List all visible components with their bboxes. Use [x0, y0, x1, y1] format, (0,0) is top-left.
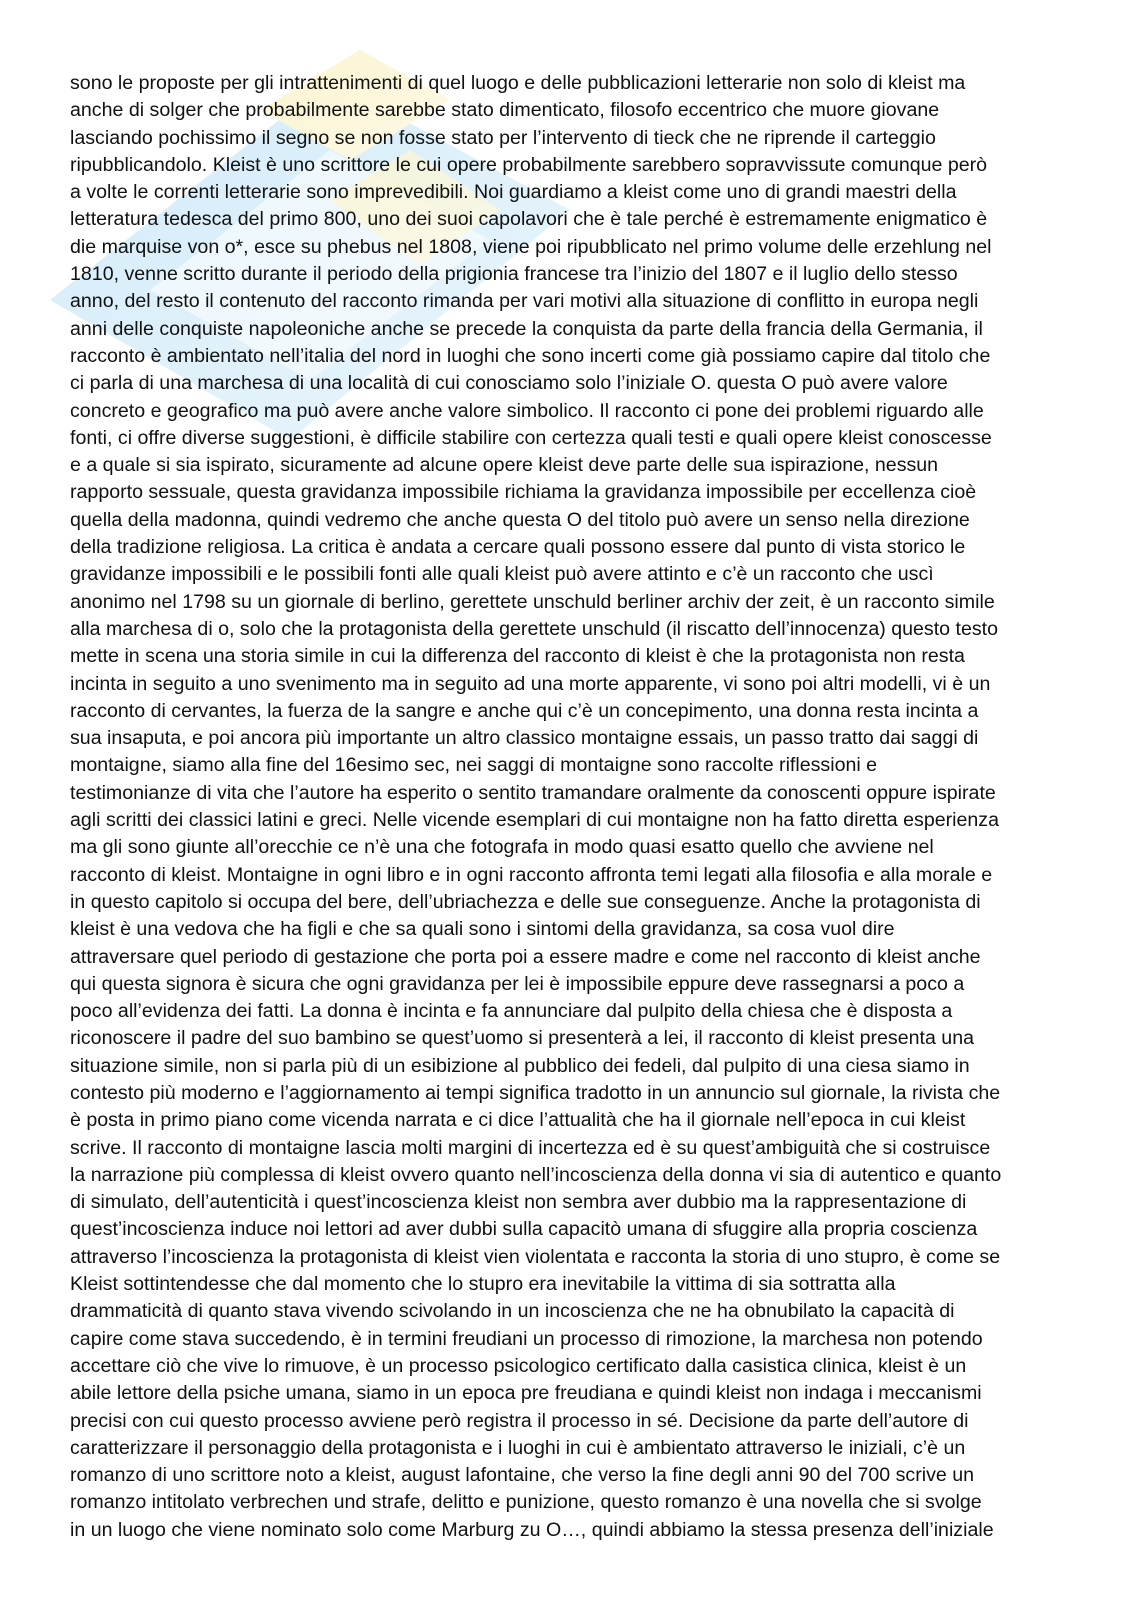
- text-line: di simulato, dell’autenticità i quest’incoscienza kleist non sembra aver dubbio ma la rappresentazione di: [70, 1191, 967, 1214]
- text-line: a volte le correnti letterarie sono imprevedibili. Noi guardiamo a kleist come uno di grandi maestri della: [70, 181, 957, 204]
- text-line: scrive. Il racconto di montaigne lascia molti margini di incertezza ed è su quest’ambiguità che si costruisce: [70, 1136, 991, 1159]
- text-line: racconto di kleist. Montaigne in ogni libro e in ogni racconto affronta temi legati alla filosofia e alla morale e: [70, 863, 993, 886]
- text-line: fonti, ci offre diverse suggestioni, è difficile stabilire con certezza quali testi e quali opere kleist conoscesse: [70, 426, 992, 449]
- text-line: in questo capitolo si occupa del bere, dell’ubriachezza e delle sue conseguenze. Anche la protagonista di: [70, 890, 981, 913]
- text-line: precisi con cui questo processo avviene però registra il processo in sé. Decisione da parte dell’autore di: [70, 1409, 969, 1432]
- text-line: è posta in primo piano come vicenda narrata e ci dice l’attualità che ha il giornale nell’epoca in cui kleist: [70, 1109, 966, 1132]
- text-line: contesto più moderno e l’aggiornamento ai tempi significa tradotto in un annuncio sul giornale, la rivista che: [70, 1081, 1001, 1104]
- text-line: gravidanze impossibili e le possibili fonti alle quali kleist può avere attinto e c’è un racconto che uscì: [70, 563, 934, 586]
- text-line: drammaticità di quanto stava vivendo scivolando in un incoscienza che ne ha obnubilato la capacità di: [70, 1300, 955, 1323]
- text-line: mette in scena una storia simile in cui la differenza del racconto di kleist è che la protagonista non resta: [70, 645, 965, 668]
- text-line: situazione simile, non si parla più di un esibizione al pubblico dei fedeli, dal pulpito di una ciesa siamo in: [70, 1054, 970, 1077]
- text-line: Kleist sottintendesse che dal momento che lo stupro era inevitabile la vittima di sia sottratta alla: [70, 1273, 896, 1296]
- text-line: poco all’evidenza dei fatti. La donna è incinta e fa annunciare dal pulpito della chiesa che è disposta a: [70, 1000, 953, 1023]
- text-line: kleist è una vedova che ha figli e che sa quali sono i sintomi della gravidanza, sa cosa vuol dire: [70, 918, 895, 941]
- text-line: riconoscere il padre del suo bambino se quest’uomo si presenterà a lei, il racconto di kleist presenta una: [70, 1027, 974, 1050]
- text-line: la narrazione più complessa di kleist ovvero quanto nell’incoscienza della donna vi sia di autentico e quanto: [70, 1163, 1002, 1186]
- text-line: concreto e geografico ma può avere anche valore simbolico. Il racconto ci pone dei problemi riguardo alle: [70, 399, 984, 422]
- text-line: romanzo intitolato verbrechen und strafe, delitto e punizione, questo romanzo è una novella che si svolge: [70, 1491, 982, 1514]
- text-line: sua insaputa, e poi ancora più importante un altro classico montaigne essais, un passo tratto dai saggi di: [70, 727, 979, 750]
- text-line: testimonianze di vita che l’autore ha esperito o sentito tramandare oralmente da conoscenti oppure ispirate: [70, 781, 996, 804]
- text-line: ci parla di una marchesa di una località di cui conosciamo solo l’iniziale O. questa O può avere valore: [70, 372, 948, 395]
- body-text: [70, 70, 1070, 1544]
- text-line: attraverso l’incoscienza la protagonista di kleist vien violentata e racconta la storia di uno stupro, è come se: [70, 1245, 1001, 1268]
- text-line: racconto è ambientato nell’italia del nord in luoghi che sono incerti come già possiamo capire dal titolo che: [70, 344, 991, 367]
- text-line: romanzo di uno scrittore noto a kleist, august lafontaine, che verso la fine degli anni 90 del 700 scrive un: [70, 1464, 975, 1487]
- text-line: capire come stava succedendo, è in termini freudiani un processo di rimozione, la marchesa non potendo: [70, 1327, 983, 1350]
- text-line: rapporto sessuale, questa gravidanza impossibile richiama la gravidanza impossibile per eccellenza cioè: [70, 481, 977, 504]
- text-line: incinta in seguito a uno svenimento ma in seguito ad una morte apparente, vi sono poi altri modelli, vi è un: [70, 672, 991, 695]
- text-line: attraversare quel periodo di gestazione che porta poi a essere madre e come nel racconto di kleist anche: [70, 945, 981, 968]
- text-line: ma gli sono giunte all’orecchie ce n’è una che fotografa in modo quasi esatto quello che avviene nel: [70, 836, 934, 859]
- text-line: accettare ciò che vive lo rimuove, è un processo psicologico certificato dalla casistica clinica, kleist è un: [70, 1354, 967, 1377]
- text-line: agli scritti dei classici latini e greci. Nelle vicende esemplari di cui montaigne non ha fatto diretta esperienza: [70, 809, 1000, 832]
- text-line: anni delle conquiste napoleoniche anche se precede la conquista da parte della francia della Germania, il: [70, 317, 983, 340]
- text-line: lasciando pochissimo il segno se non fosse stato per l’intervento di tieck che ne riprende il carteggio: [70, 126, 936, 149]
- text-line: anonimo nel 1798 su un giornale di berlino, gerettete unschuld berliner archiv der zeit, è un racconto simile: [70, 590, 995, 613]
- text-line: ripubblicandolo. Kleist è uno scrittore le cui opere probabilmente sarebbero sopravvissute comunque però: [70, 153, 988, 176]
- text-line: quest’incoscienza induce noi lettori ad aver dubbi sulla capacitò umana di sfuggire alla propria coscienza: [70, 1218, 978, 1241]
- text-line: della tradizione religiosa. La critica è andata a cercare quali possono essere dal punto di vista storico le: [70, 536, 966, 559]
- text-line: 1810, venne scritto durante il periodo della prigionia francese tra l’inizio del 1807 e il luglio dello stesso: [70, 263, 958, 286]
- text-line: e a quale si sia ispirato, sicuramente ad alcune opere kleist deve parte delle sua ispirazione, nessun: [70, 454, 939, 477]
- text-line: anno, del resto il contenuto del racconto rimanda per vari motivi alla situazione di conflitto in europa negli: [70, 290, 979, 313]
- text-line: abile lettore della psiche umana, siamo in un epoca pre freudiana e quindi kleist non indaga i meccanismi: [70, 1382, 982, 1405]
- text-line: anche di solger che probabilmente sarebbe stato dimenticato, filosofo eccentrico che muore giovane: [70, 99, 940, 122]
- text-line: in un luogo che viene nominato solo come Marburg zu O…, quindi abbiamo la stessa presenza dell’iniziale: [70, 1518, 994, 1541]
- text-line: racconto di cervantes, la fuerza de la sangre e anche qui c’è un concepimento, una donna resta incinta a: [70, 699, 979, 722]
- text-line: letteratura tedesca del primo 800, uno dei suoi capolavori che è tale perché è estremamente enigmatico è: [70, 208, 988, 231]
- text-line: caratterizzare il personaggio della protagonista e i luoghi in cui è ambientato attraverso le iniziali, c’è un: [70, 1436, 966, 1459]
- text-line: montaigne, siamo alla fine del 16esimo sec, nei saggi di montaigne sono raccolte riflessioni e: [70, 754, 878, 777]
- text-line: sono le proposte per gli intrattenimenti di quel luogo e delle pubblicazioni letterarie non solo di kleist ma: [70, 72, 966, 94]
- text-line: qui questa signora è sicura che ogni gravidanza per lei è impossibile eppure deve rassegnarsi a poco a: [70, 972, 965, 995]
- text-line: quella della madonna, quindi vedremo che anche questa O del titolo può avere un senso nella direzione: [70, 508, 970, 531]
- text-line: alla marchesa di o, solo che la protagonista della gerettete unschuld (il riscatto dell’innocenza) questo testo: [70, 617, 998, 640]
- text-line: die marquise von o*, esce su phebus nel 1808, viene poi ripubblicato nel primo volume delle erzehlung nel: [70, 235, 992, 258]
